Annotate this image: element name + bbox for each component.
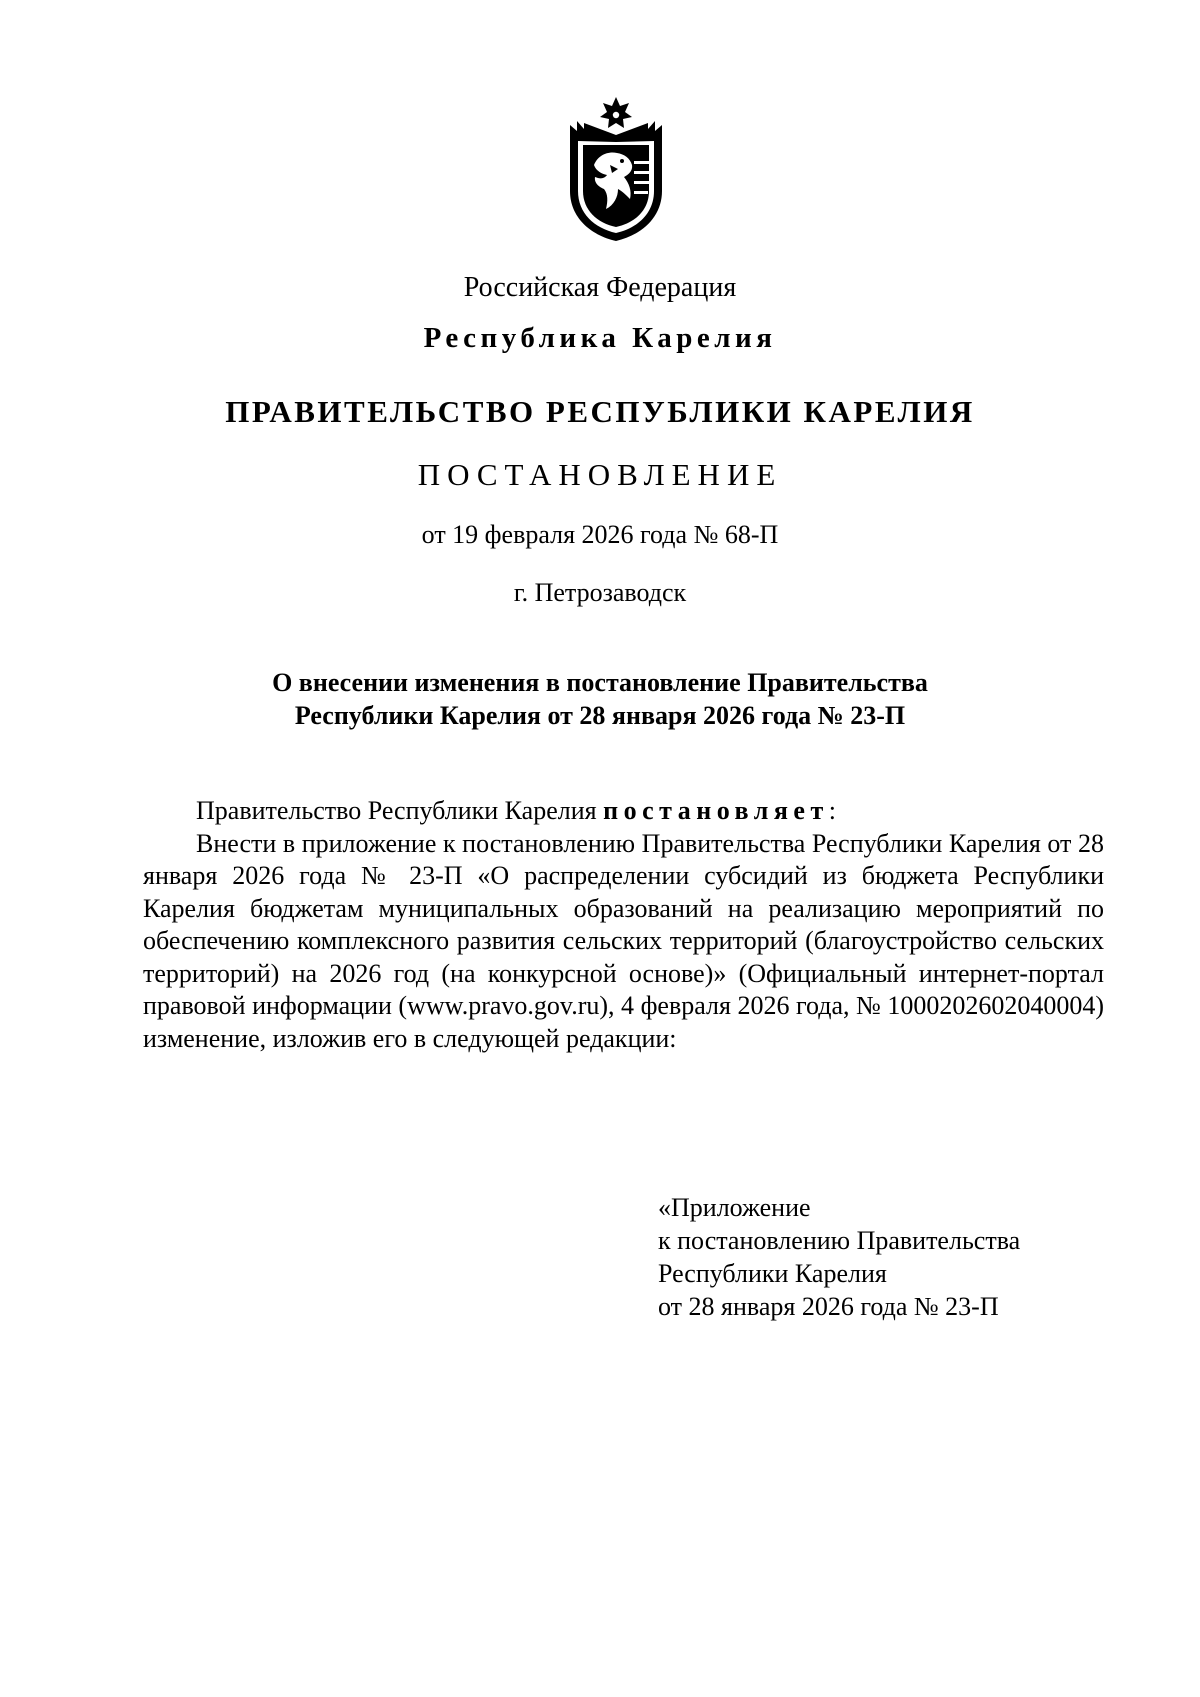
attachment-line-3: Республики Карелия [658, 1259, 887, 1288]
attachment-line-2: к постановлению Правительства [658, 1226, 1021, 1255]
intro-paragraph [143, 795, 1104, 828]
subject-line-2: Республики Карелия от 28 января 2026 года № 23-П [294, 701, 906, 730]
attachment-line-1: «Приложение [658, 1193, 811, 1222]
main-paragraph: Внести в приложение к постановлению Правительства Республики Карелия от 28 января 2026 года № 23-П «О распределении субсидий из бюджета Республики Карелия бюджетам муниципальных образований на реализацию мероприятий по обеспечению комплексного развития сельских территорий (благоустройство сельских территорий) на 2026 год (на конкурсной основе)» (Официальный интернет-портал правовой информации (www.pravo.gov.ru), 4 февраля 2026 года, № 1000202602040004) изменение, изложив его в следующей редакции: [143, 828, 1104, 1053]
document-subject [0, 666, 1200, 732]
document-city: г. Петрозаводск [513, 578, 687, 607]
document-date-number: от 19 февраля 2026 года № 68-П [421, 520, 779, 549]
republic-title: Республика Карелия [423, 322, 777, 354]
document-body [143, 795, 1104, 1055]
document-type: ПОСТАНОВЛЕНИЕ [417, 457, 783, 492]
attachment-header [658, 1191, 1020, 1323]
subject-line-1: О внесении изменения в постановление Правительства [272, 668, 928, 697]
federation-title: Российская Федерация [463, 272, 737, 303]
intro-tail: : [828, 796, 836, 825]
attachment-line-4: от 28 января 2026 года № 23-П [658, 1292, 999, 1321]
government-title: ПРАВИТЕЛЬСТВО РЕСПУБЛИКИ КАРЕЛИЯ [225, 394, 975, 429]
intro-resolves: постановляет [603, 796, 829, 825]
intro-lead: Правительство Республики Карелия [196, 796, 604, 825]
karelia-coat-of-arms-icon [562, 95, 670, 243]
